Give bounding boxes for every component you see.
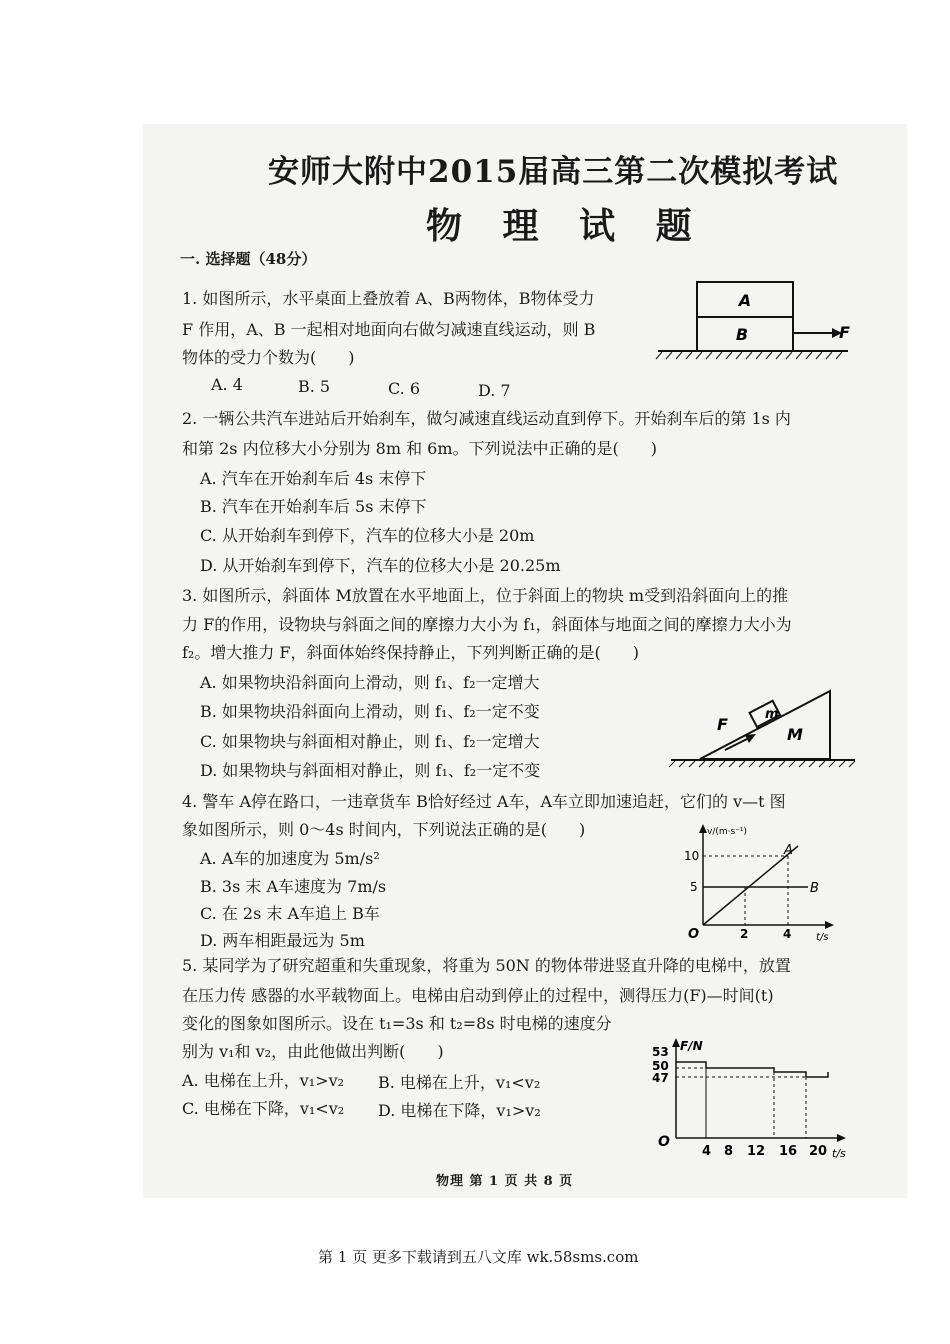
question-4-option-a: A. A车的加速度为 5m/s²: [200, 849, 380, 868]
question-3-option-d: D. 如果物块与斜面相对静止，则 f₁、f₂一定不变: [200, 761, 541, 780]
label-b: B: [735, 325, 749, 344]
question-5-line-4: 别为 v₁和 v₂，由此他做出判断( ): [182, 1042, 444, 1061]
figure-4-vt-graph: [678, 820, 848, 942]
question-1-option-a: A. 4: [211, 375, 243, 394]
tick-47: 47: [652, 1071, 669, 1085]
question-2-option-a: A. 汽车在开始刹车后 4s 末停下: [200, 469, 427, 488]
x-axis-arrow: [825, 921, 834, 929]
tick-8: 8: [724, 1144, 734, 1159]
tick-16: 16: [779, 1144, 798, 1159]
question-1-option-b: B. 5: [298, 377, 331, 396]
question-2-option-b: B. 汽车在开始刹车后 5s 末停下: [200, 497, 427, 516]
question-4-option-d: D. 两车相距最远为 5m: [200, 931, 365, 950]
question-2-option-d: D. 从开始刹车到停下，汽车的位移大小是 20.25m: [200, 556, 561, 575]
tick-2: 2: [740, 927, 749, 941]
y-axis-label: v/(m·s⁻¹): [707, 827, 748, 837]
question-5-option-a: A. 电梯在上升，v₁>v₂: [182, 1071, 345, 1090]
tick-10: 10: [684, 849, 700, 863]
label-m-large: M: [787, 725, 803, 744]
question-4-option-c: C. 在 2s 末 A车追上 B车: [200, 904, 380, 923]
tick-5: 5: [690, 880, 698, 894]
label-a: A: [738, 291, 752, 310]
question-1-line-3: 物体的受力个数为( ): [182, 348, 355, 367]
label-f: F: [717, 715, 728, 734]
question-3-line-3: f₂。增大推力 F，斜面体始终保持静止，下列判断正确的是( ): [182, 643, 640, 662]
section-heading: 一. 选择题（48分）: [180, 250, 317, 268]
question-1-line-1: 1. 如图所示，水平桌面上叠放着 A、B两物体，B物体受力: [182, 289, 595, 308]
exam-title: 安师大附中2015届高三第二次模拟考试: [268, 154, 839, 190]
question-1-option-c: C. 6: [388, 379, 421, 398]
figure-5-ft-graph: [642, 1036, 872, 1164]
page-footer: 第 1 页 更多下载请到五八文库 wk.58sms.com: [318, 1248, 639, 1266]
question-3-option-c: C. 如果物块与斜面相对静止，则 f₁、f₂一定增大: [200, 732, 540, 751]
question-5-option-b: B. 电梯在上升，v₁<v₂: [378, 1073, 541, 1092]
label-f: F: [839, 323, 850, 342]
origin: O: [688, 927, 700, 942]
tick-12: 12: [747, 1144, 766, 1159]
question-2-line-1: 2. 一辆公共汽车进站后开始刹车，做匀减速直线运动直到停下。开始刹车后的第 1s 内: [182, 409, 791, 428]
question-2-line-2: 和第 2s 内位移大小分别为 8m 和 6m。下列说法中正确的是( ): [182, 439, 658, 458]
question-1-option-d: D. 7: [478, 381, 511, 400]
question-3-line-1: 3. 如图所示，斜面体 M放置在水平地面上，位于斜面上的物块 m受到沿斜面向上的推: [182, 586, 789, 605]
tick-20: 20: [809, 1144, 828, 1159]
x-axis-arrow: [837, 1134, 846, 1142]
question-4-line-1: 4. 警车 A停在路口，一违章货车 B恰好经过 A车，A车立即加速追赶，它们的 v—t 图: [182, 792, 786, 811]
tick-50: 50: [652, 1059, 669, 1073]
subject-title: 物 理 试 题: [426, 205, 706, 247]
ground-hatch: [656, 352, 842, 359]
question-3-option-a: A. 如果物块沿斜面向上滑动，则 f₁、f₂一定增大: [200, 673, 540, 692]
question-4-line-2: 象如图所示，则 0～4s 时间内，下列说法正确的是( ): [182, 820, 586, 839]
label-a: A: [784, 843, 793, 858]
tick-53: 53: [652, 1045, 669, 1059]
page-number-inner: 物理 第 1 页 共 8 页: [436, 1174, 574, 1189]
y-axis-arrow: [699, 824, 707, 833]
question-3-option-b: B. 如果物块沿斜面向上滑动，则 f₁、f₂一定不变: [200, 702, 540, 721]
tick-4: 4: [702, 1144, 712, 1159]
tick-4: 4: [783, 927, 792, 941]
force-curve: [676, 1062, 828, 1077]
question-3-line-2: 力 F的作用，设物块与斜面之间的摩擦力大小为 f₁，斜面体与地面之间的摩擦力大小为: [182, 615, 792, 634]
question-1-line-2: F 作用，A、B 一起相对地面向右做匀减速直线运动，则 B: [182, 320, 596, 339]
question-4-option-b: B. 3s 末 A车速度为 7m/s: [200, 877, 387, 896]
question-2-option-c: C. 从开始刹车到停下，汽车的位移大小是 20m: [200, 526, 535, 545]
figure-3-incline: [665, 683, 860, 773]
label-m-small: m: [765, 707, 779, 722]
label-b: B: [810, 881, 819, 896]
y-axis-label: F/N: [680, 1039, 703, 1053]
x-axis-label: t/s: [832, 1147, 846, 1160]
origin: O: [658, 1134, 670, 1150]
x-axis-label: t/s: [816, 932, 829, 942]
ground-hatch: [669, 761, 855, 767]
question-5-option-c: C. 电梯在下降，v₁<v₂: [182, 1099, 345, 1118]
question-5-option-d: D. 电梯在下降，v₁>v₂: [378, 1101, 541, 1120]
figure-1-stacked-blocks: [650, 276, 860, 366]
question-5-line-3: 变化的图象如图所示。设在 t₁=3s 和 t₂=8s 时电梯的速度分: [182, 1014, 612, 1033]
question-5-line-1: 5. 某同学为了研究超重和失重现象，将重为 50N 的物体带进竖直升降的电梯中，放置: [182, 956, 791, 975]
question-5-line-2: 在压力传 感器的水平载物面上。电梯由启动到停止的过程中，测得压力(F)—时间(t): [182, 986, 774, 1005]
y-axis-arrow: [672, 1038, 680, 1047]
